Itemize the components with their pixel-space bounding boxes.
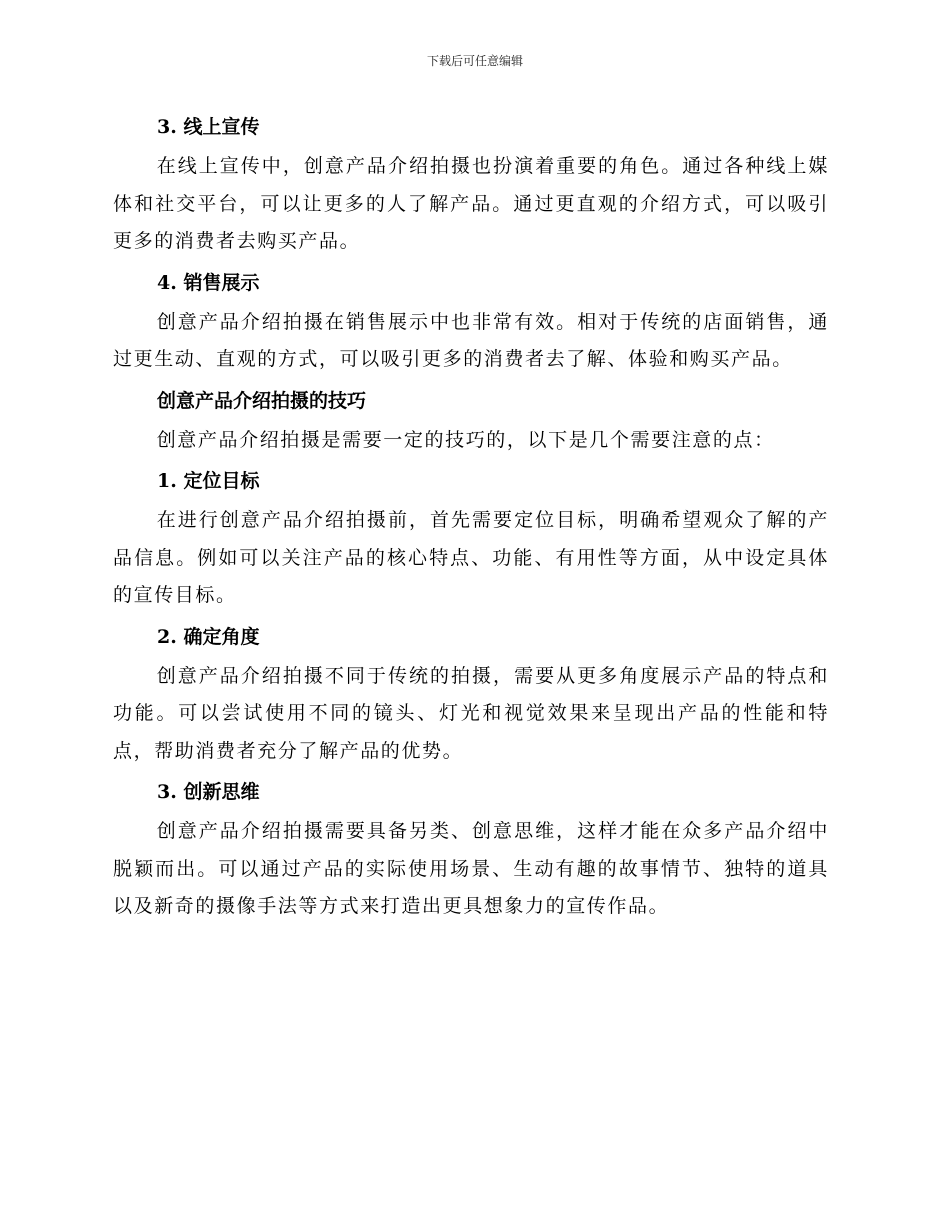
paragraph-online-promotion: 在线上宣传中，创意产品介绍拍摄也扮演着重要的角色。通过各种线上媒体和社交平台，可以让更多的人了解产品。通过更直观的介绍方式，可以吸引更多的消费者去购买产品。 bbox=[113, 155, 829, 252]
section-heading-target: 1. 定位目标 bbox=[157, 470, 260, 492]
page-header: 下载后可任意编辑 bbox=[426, 54, 523, 68]
section-heading-online-promotion: 3. 线上宣传 bbox=[157, 116, 260, 138]
paragraph-innovation: 创意产品介绍拍摄需要具备另类、创意思维，这样才能在众多产品介绍中脱颖而出。可以通过产品的实际使用场景、生动有趣的故事情节、独特的道具以及新奇的摄像手法等方式来打造出更具想象力的宣传作品。 bbox=[113, 820, 829, 917]
paragraph-target: 在进行创意产品介绍拍摄前，首先需要定位目标，明确希望观众了解的产品信息。例如可以关注产品的核心特点、功能、有用性等方面，从中设定具体的宣传目标。 bbox=[113, 509, 829, 606]
paragraph-angle: 创意产品介绍拍摄不同于传统的拍摄，需要从更多角度展示产品的特点和功能。可以尝试使用不同的镜头、灯光和视觉效果来呈现出产品的性能和特点，帮助消费者充分了解产品的优势。 bbox=[113, 664, 829, 762]
section-heading-innovation: 3. 创新思维 bbox=[157, 781, 260, 803]
paragraph-sales-display: 创意产品介绍拍摄在销售展示中也非常有效。相对于传统的店面销售，通过更生动、直观的方式，可以吸引更多的消费者去了解、体验和购买产品。 bbox=[113, 310, 829, 370]
document-body bbox=[113, 108, 829, 926]
section-heading-angle: 2. 确定角度 bbox=[157, 625, 260, 648]
section-heading-sales-display: 4. 销售展示 bbox=[157, 271, 260, 294]
paragraph-techniques-intro: 创意产品介绍拍摄是需要一定的技巧的，以下是几个需要注意的点： bbox=[156, 428, 775, 451]
section-heading-techniques: 创意产品介绍拍摄的技巧 bbox=[157, 389, 367, 412]
